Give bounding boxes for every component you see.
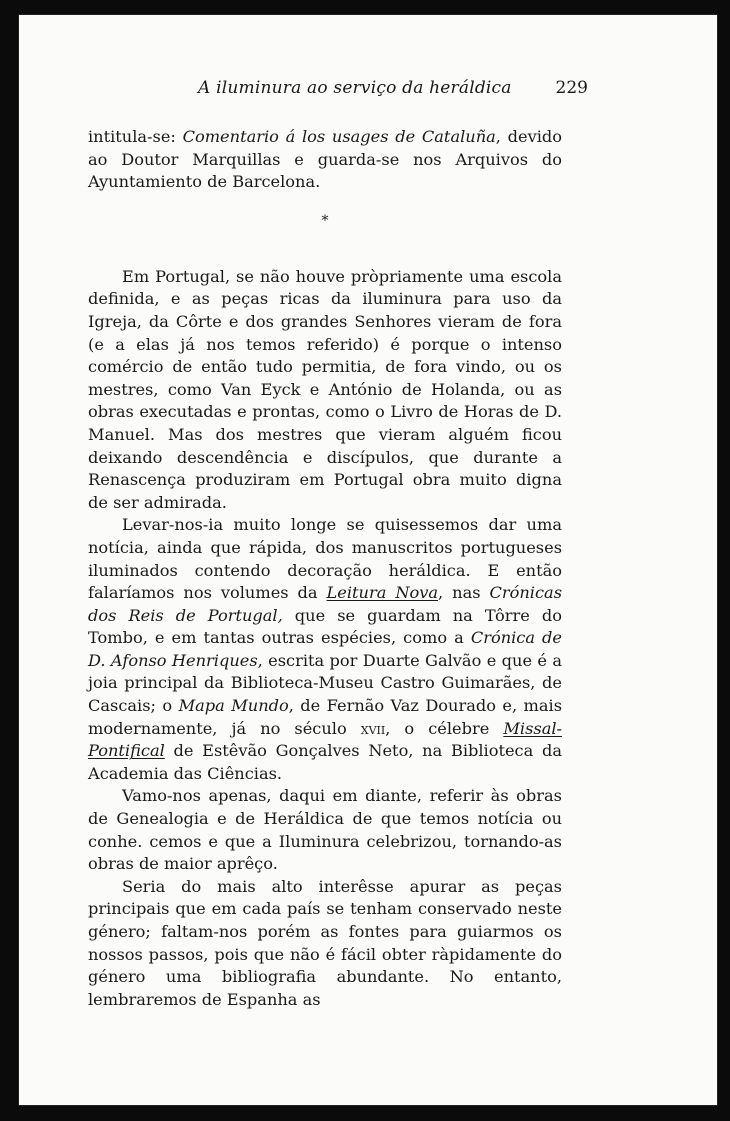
century-numeral: xvii [360, 718, 386, 738]
paragraph-2: Em Portugal, se não houve pròpriamente uma escola definida, e as peças ricas da iluminura para uso da Igreja, da Côrte e dos grandes Senhores vieram de fora (e a elas já nos temos referido) é porque o intenso comércio de então tudo permitia, de fora vindo, ou os mestres, como Van Eyck e António de Holanda, ou as obras executadas e prontas, como o Livro de Horas de D. Manuel. Mas dos mestres que vieram alguém ficou deixando descendência e discípulos, que durante a Renascença produziram em Portugal obra muito digna de ser admirada. [88, 266, 562, 512]
paragraph-4: Vamo-nos apenas, daqui em diante, referir às obras de Genealogia e de Heráldica de que temos notícia ou conhe. cemos e que a Iluminura celebrizou, tornando-as obras de maior aprêço. [88, 786, 562, 874]
book-title: Missal-Pontifical [88, 718, 562, 761]
book-title: Leitura Nova [326, 583, 439, 603]
book-title: Mapa Mundo [178, 696, 289, 716]
book-page [18, 14, 718, 1106]
running-title: A iluminura ao serviço da heráldica [198, 78, 512, 98]
page-header [88, 78, 588, 104]
paragraph-1: intitula-se: Comentario á los usages de Cataluña, devido ao Doutor Marquillas e guarda-se nos Arquivos do Ayuntamiento de Barcelona. [88, 127, 563, 192]
book-title: Comentario á los usages de Cataluña [182, 127, 496, 146]
paragraph-5: Seria do mais alto interêsse apurar as peças principais que em cada país se tenham conservado neste género; faltam-nos porém as fontes para guiarmos os nossos passos, pois que não é fácil obter ràpidamente do género uma bibliografia abundante. No entanto, lembraremos de Espanha as [88, 876, 562, 1009]
body-text [88, 126, 562, 1011]
section-separator: * [321, 212, 329, 229]
book-title: Crónica de D. Afonso Henriques [88, 628, 563, 670]
book-title: Crónicas dos Reis de Portugal, [88, 583, 562, 625]
paragraph-3: Levar-nos-ia muito longe se quisessemos dar uma notícia, ainda que rápida, dos manuscritos portugueses iluminados contendo decoração heráldica. E então falaríamos nos volumes da Leitura Nova, nas Crónicas dos Reis de Portugal, que se guardam na Tôrre do Tombo, e em tantas outras espécies, como a Crónica de D. Afonso Henriques, escrita por Duarte Galvão e que é a joia principal da Biblioteca-Museu Castro Guimarães, de Cascais; o Mapa Mundo, de Fernão Vaz Dourado e, mais modernamente, já no século xvii, o célebre Missal-Pontifical de Estêvão Gonçalves Neto, na Biblioteca da Academia das Ciências. [88, 515, 563, 783]
page-number: 229 [555, 78, 588, 98]
